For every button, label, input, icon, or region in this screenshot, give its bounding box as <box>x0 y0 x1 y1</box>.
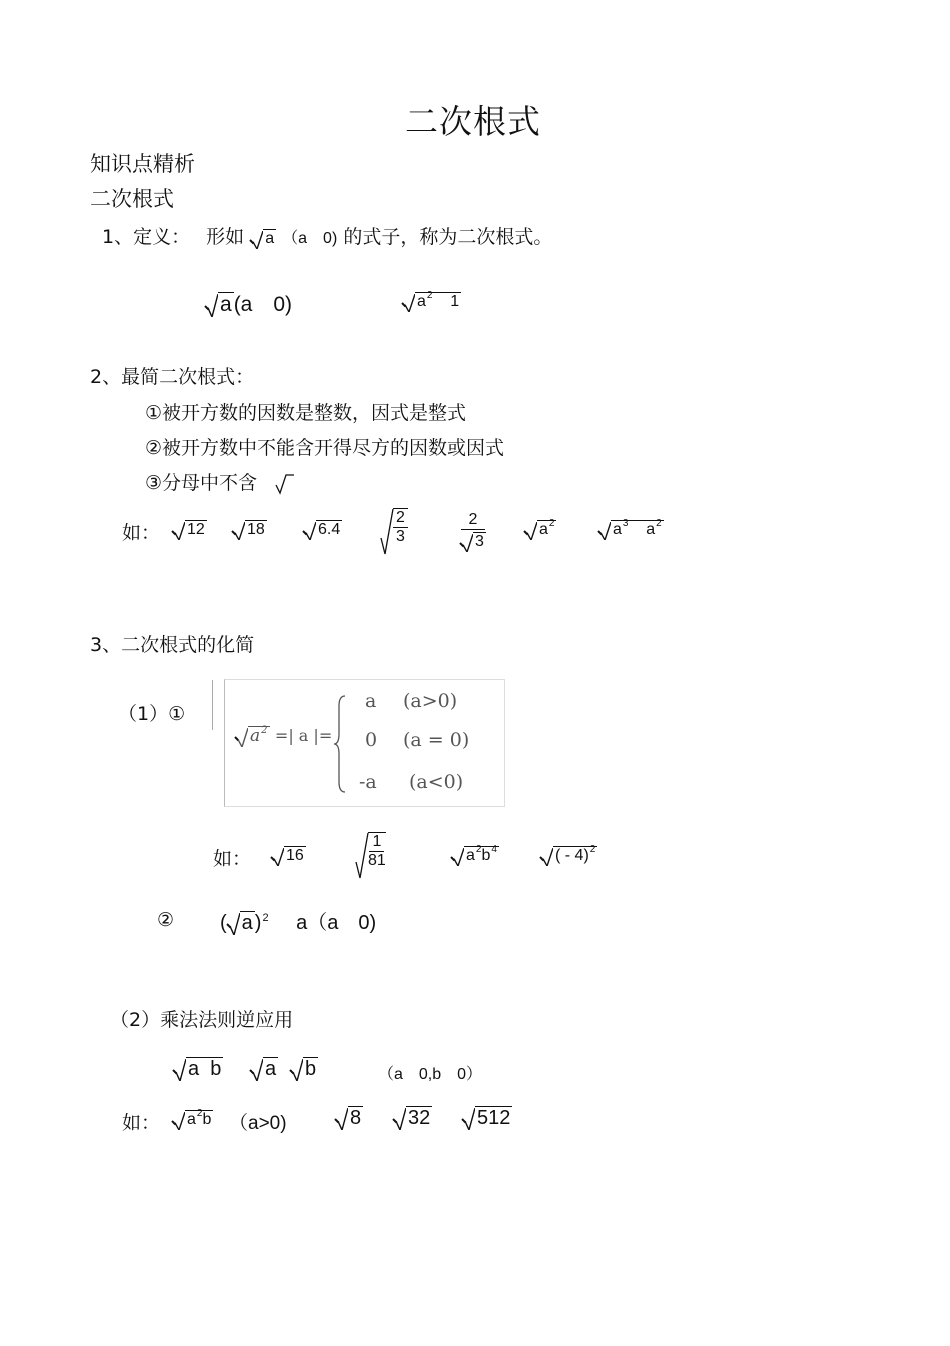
simplest-eg-1 <box>172 520 207 539</box>
case-2-cond: (a = 0) <box>403 729 470 751</box>
simplest-eg-label: 如： <box>122 522 161 544</box>
radical-sign-icon <box>275 473 295 495</box>
frac1-den: 3 <box>396 528 405 545</box>
mult-eg-1-b: b <box>202 1111 212 1128</box>
simplest-eg-2-value: 18 <box>247 521 265 538</box>
abs-eg-4-base: ( - 4) <box>555 847 589 864</box>
abs-eg-2-num: 1 <box>369 833 384 852</box>
abs-formula-lhs <box>235 726 332 746</box>
abs-eg-2 <box>355 832 386 880</box>
page-title: 二次根式 <box>405 102 541 141</box>
simplest-eg-a2-a: a <box>539 521 548 538</box>
part2-close: ) <box>254 912 262 934</box>
eg-a2-sup: 2 <box>656 518 662 529</box>
big-radical-icon <box>380 508 394 556</box>
mult-eg-1-cond: （a>0) <box>229 1113 287 1134</box>
def-example-2-tail: 1 <box>450 293 460 310</box>
simplest-rule-3-text: ③分母中不含 <box>145 472 258 494</box>
definition-post: 的式子，称为二次根式。 <box>343 226 553 248</box>
definition-label: 1、定义： <box>102 226 191 248</box>
mult-eg-label: 如： <box>122 1112 161 1134</box>
frac2-den: 3 <box>475 533 484 550</box>
case-2 <box>365 729 469 751</box>
abs-eg-3-sup2: 4 <box>491 844 497 855</box>
frac1-num: 2 <box>393 509 408 528</box>
abs-eg-label: 如： <box>213 848 252 870</box>
definition-radicand: a <box>265 230 275 247</box>
square-of-root <box>220 906 376 935</box>
case-1 <box>365 690 457 712</box>
mult-eg-2-value: 8 <box>350 1107 362 1129</box>
part2-mark: ② <box>157 909 175 931</box>
def-example-1 <box>205 288 292 318</box>
simplest-rule-1: ①被开方数的因数是整数，因式是整式 <box>145 402 467 424</box>
mult-eg-2 <box>335 1106 363 1130</box>
simplest-eg-a2 <box>524 520 556 539</box>
abs-formula-sup: 2 <box>261 725 268 736</box>
abs-eg-2-den: 81 <box>368 852 386 869</box>
mult-eg-3-value: 32 <box>408 1107 431 1129</box>
mult-eg-4-value: 512 <box>477 1107 511 1129</box>
simplest-rule-2: ②被开方数中不能含开得尽方的因数或因式 <box>145 437 505 459</box>
mult-cond: （a 0,b 0） <box>378 1066 483 1083</box>
case-3 <box>359 771 463 793</box>
abs-formula-abs: =| a |= <box>274 726 333 745</box>
part2-radicand: a <box>241 912 253 934</box>
simplest-eg-a3a2 <box>598 520 664 539</box>
simplest-eg-a2-sup: 2 <box>548 518 555 529</box>
case-1-cond: (a>0) <box>403 690 458 712</box>
simplest-eg-2 <box>232 520 267 539</box>
case-3-val: -a <box>359 771 377 793</box>
abs-formula-box <box>224 679 505 807</box>
abs-eg-1-value: 16 <box>286 847 304 864</box>
big-radical-icon <box>355 832 369 880</box>
simplest-eg-3-value: 6.4 <box>318 521 341 538</box>
def-example-2-a: a <box>417 293 426 310</box>
def-example-2-sup: 2 <box>426 290 433 301</box>
brace-icon <box>333 694 347 794</box>
simplest-eg-frac <box>460 511 486 550</box>
def-example-1-cond: (a 0) <box>233 293 293 316</box>
abs-eg-4-sup: 2 <box>589 844 596 855</box>
mult-eg-3 <box>393 1106 432 1130</box>
simplify-part1-label: （1）① <box>118 703 186 725</box>
mult-r1-radicand: a <box>265 1058 277 1080</box>
mult-lhs <box>173 1057 223 1081</box>
abs-formula-a: a <box>250 726 261 746</box>
abs-eg-1 <box>271 846 306 865</box>
mult-eg-1-a: a <box>187 1111 196 1128</box>
simplest-eg-frac-radical <box>380 508 408 556</box>
mult-eg-4 <box>462 1106 512 1130</box>
simplest-eg-1-value: 12 <box>187 521 205 538</box>
mult-lhs-radicand: a b <box>188 1058 222 1080</box>
definition-cond: （a 0) <box>282 230 338 247</box>
case-2-val: 0 <box>365 729 378 751</box>
eg-a3-a: a <box>613 521 622 538</box>
frac2-num: 2 <box>461 511 486 530</box>
simplify-label: 3、二次根式的化简 <box>90 634 255 656</box>
part2-open: ( <box>220 912 227 934</box>
simplest-eg-3 <box>303 520 342 539</box>
eg-a3-sup: 3 <box>622 518 629 529</box>
mult-r2-radicand: b <box>305 1058 317 1080</box>
simplest-label: 2、最简二次根式： <box>90 366 255 388</box>
part2-eq: a（a 0) <box>296 912 377 934</box>
abs-eg-3 <box>451 846 499 865</box>
case-3-cond: (a<0) <box>409 771 464 793</box>
abs-eg-3-b: b <box>481 847 491 864</box>
section-subtitle: 二次根式 <box>90 187 174 211</box>
abs-eg-3-a: a <box>466 847 475 864</box>
mult-rule-label: （2）乘法法则逆应用 <box>110 1009 294 1031</box>
section-knowledge: 知识点精析 <box>90 152 195 176</box>
eg-a2-a: a <box>646 521 656 538</box>
mult-r1 <box>250 1057 278 1081</box>
mult-eg-1 <box>172 1110 213 1129</box>
definition-line <box>102 222 552 249</box>
abs-eg-4 <box>540 846 597 865</box>
mult-eg-1-sup: 2 <box>196 1108 203 1119</box>
simplest-rule-3 <box>145 468 295 495</box>
case-1-val: a <box>365 690 377 712</box>
definition-radical <box>250 229 276 247</box>
part2-sup: 2 <box>262 912 269 924</box>
formula-divider <box>212 680 213 730</box>
def-example-2 <box>402 292 461 311</box>
definition-pre: 形如 <box>206 226 245 248</box>
abs-eg-3-sup1: 2 <box>475 844 482 855</box>
def-example-1-radicand: a <box>220 293 232 316</box>
mult-r2 <box>290 1057 318 1081</box>
